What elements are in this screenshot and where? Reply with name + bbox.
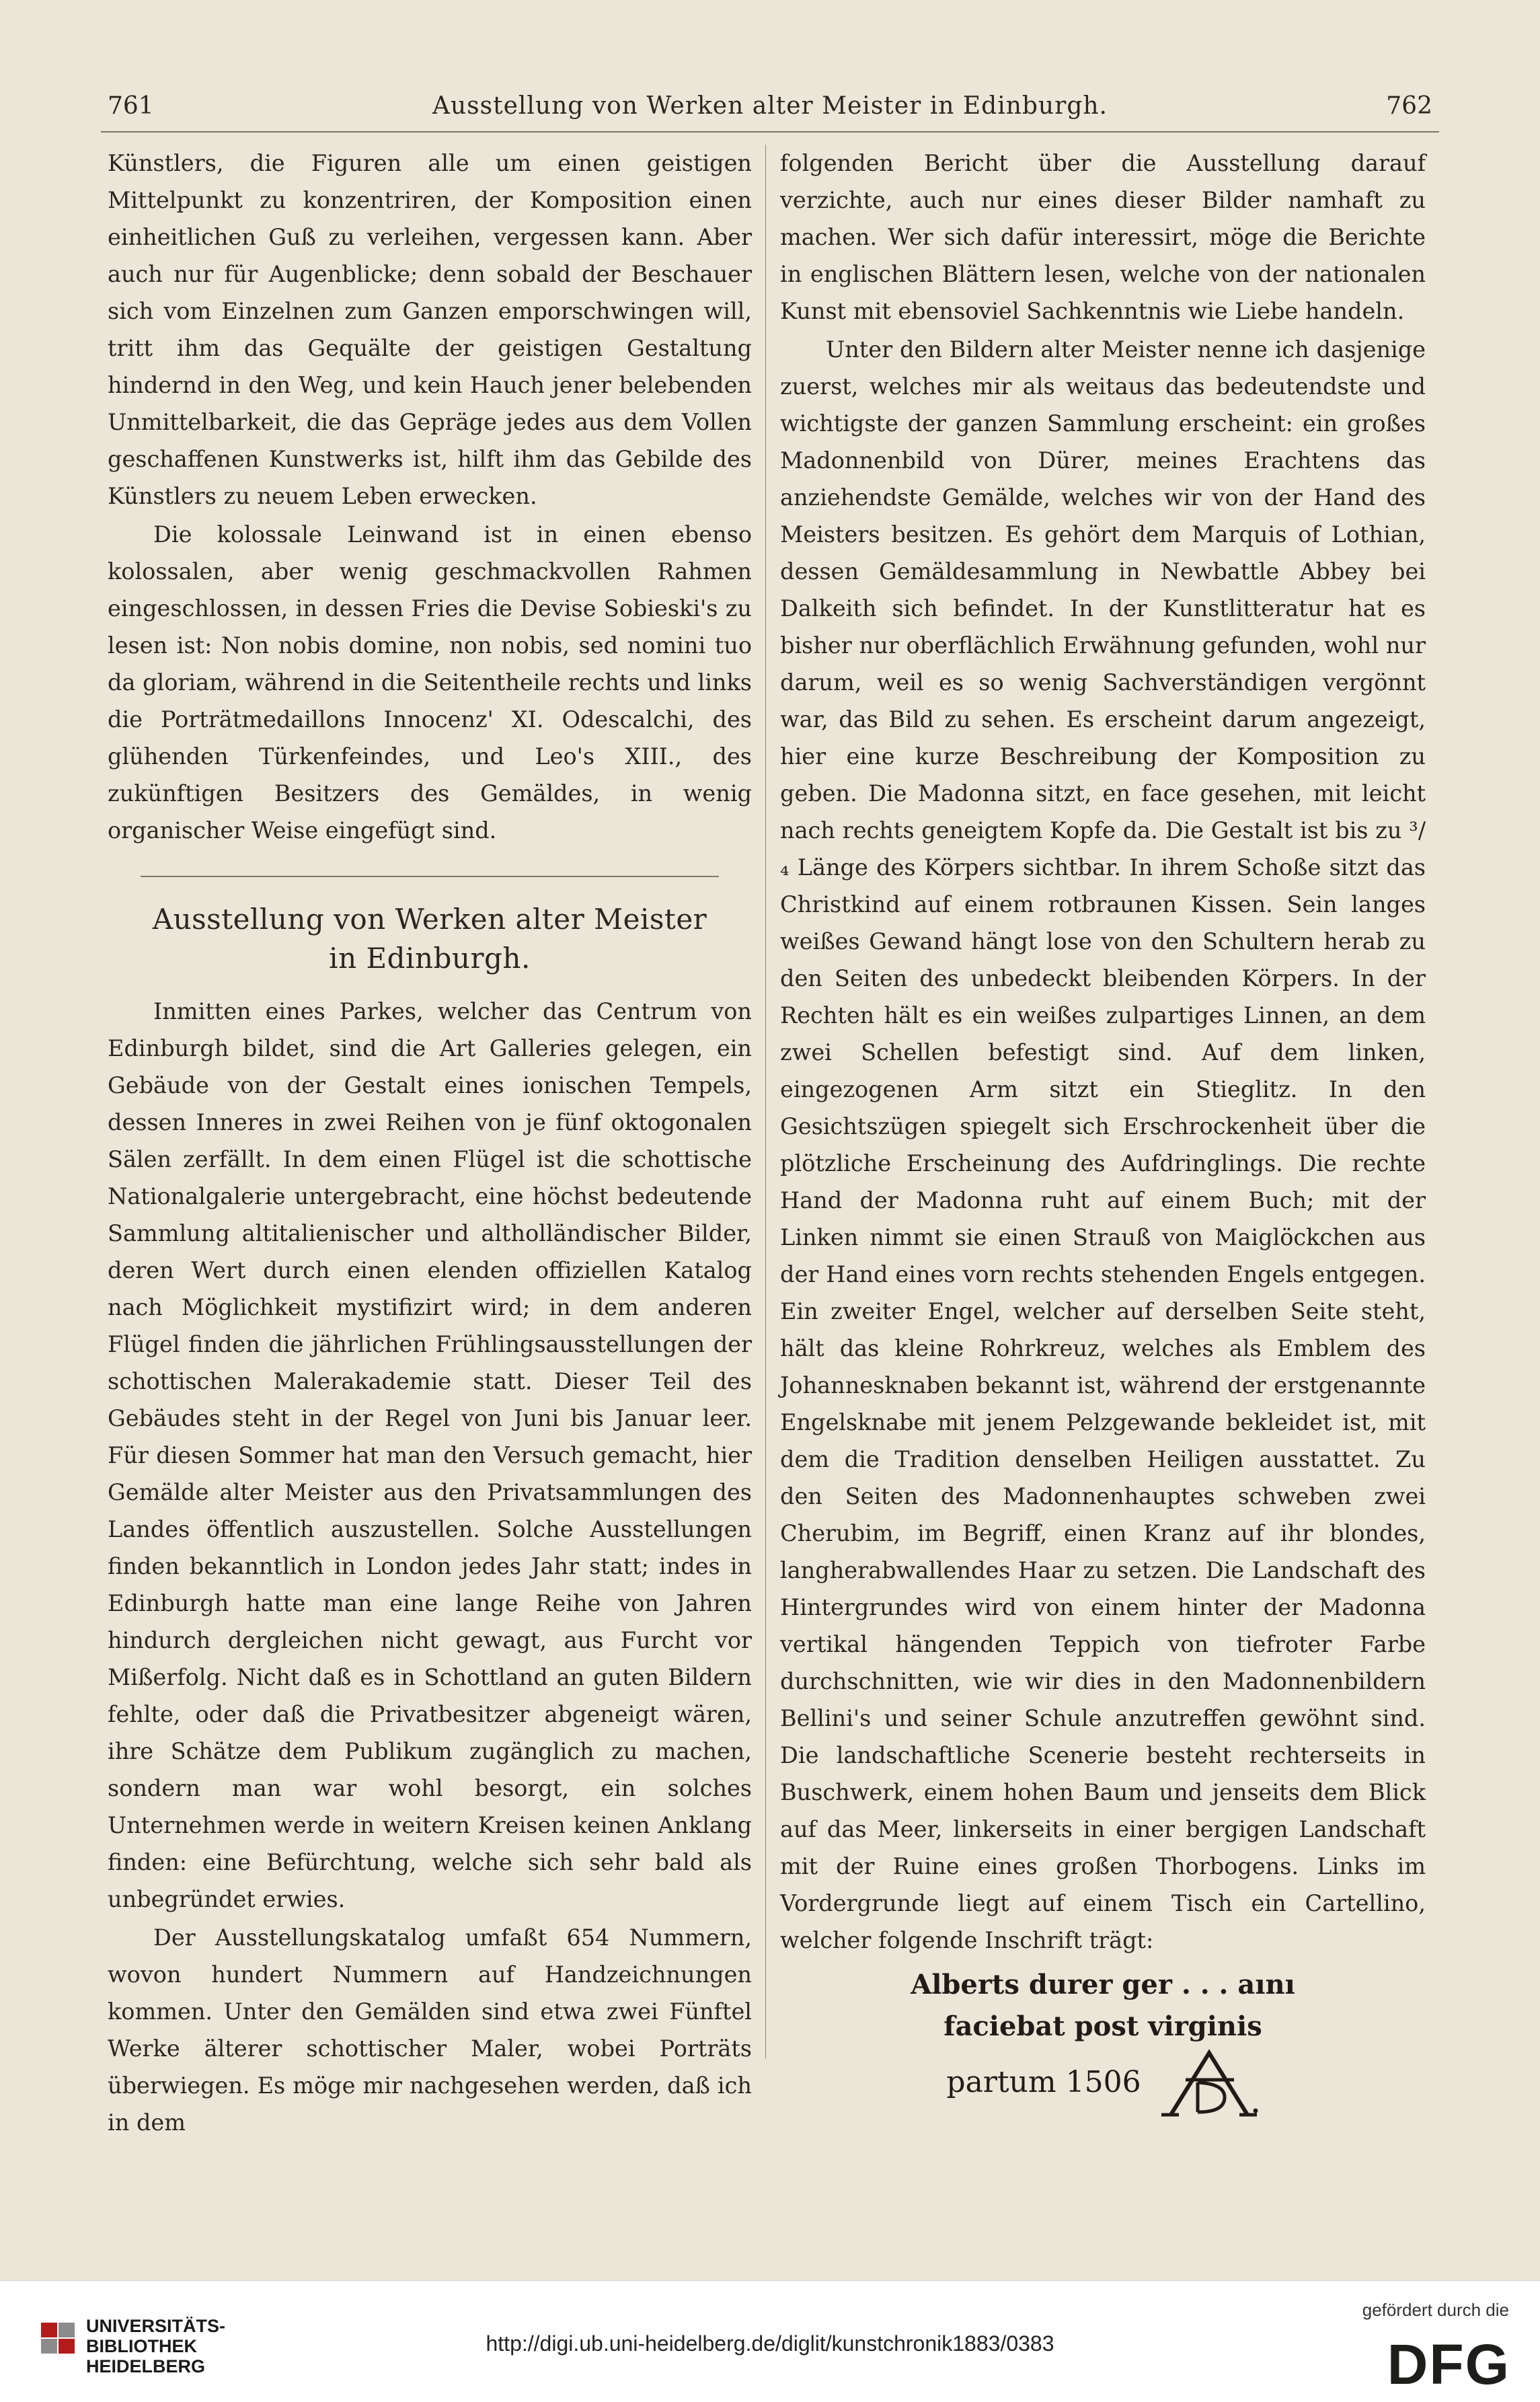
paragraph: Unter den Bildern alter Meister nenne ich dasjenige zuerst, welches mir als weitaus das bedeutendste und wichtigste der ganzen Sammlung erscheint: ein großes Madonnenbild von Dürer, meines Erachtens das anziehendste Gemälde, welches wir von der Hand des Meisters besitzen. Es gehört dem Marquis of Lothian, dessen Gemäldesammlung in Newbattle Abbey bei Dalkeith sich befindet. In der Kunstlitteratur hat es bisher nur oberflächlich Erwähnung gefunden, wohl nur darum, weil es so wenig Sachverständigen vergönnt war, das Bild zu sehen. Es erscheint darum angezeigt, hier eine kurze Beschreibung der Komposition zu geben. Die Madonna sitzt, en face gesehen, mit leicht nach rechts geneigtem Kopfe da. Die Gestalt ist bis zu ³/₄ Länge des Körpers sichtbar. In ihrem Schoße sitzt das Christkind auf einem rotbraunen Kissen. Sein langes weißes Gewand hängt lose von den Schultern herab zu den Seiten des unbedeckt bleibenden Körpers. In der Rechten hält es ein weißes zulpartiges Linnen, an dem zwei Schellen befestigt sind. Auf dem linken, eingezogenen Arm sitzt ein Stieglitz. In den Gesichtszügen spiegelt sich Erschrockenheit über die plötzliche Erscheinung des Aufdringlings. Die rechte Hand der Madonna ruht auf einem Buch; mit der Linken nimmt sie einen Strauß von Maiglöckchen aus der Hand eines vorn rechts stehenden Engels entgegen. Ein zweiter Engel, welcher auf derselben Seite steht, hält das kleine Rohrkreuz, welches als Emblem des Johannesknaben bekannt ist, während der erstgenannte Engelsknabe mit jenem Pelzgewande bekleidet ist, mit dem die Tradition denselben Heiligen ausstattet. Zu den Seiten des Madonnenhauptes schweben zwei Cherubim, im Begriff, einen Kranz auf ihr blondes, langherabwallendes Haar zu setzen. Die Landschaft des Hintergrundes wird von einem hinter der Madonna vertikal hängenden Teppich von tiefroter Farbe durchschnitten, wie wir dies in den Madonnenbildern Bellini's und seiner Schule anzutreffen gewöhnt sind. Die landschaftliche Scenerie besteht rechterseits in Buschwerk, einem hohen Baum und jenseits dem Blick auf das Meer, linkerseits in einer bergigen Landschaft mit der Ruine eines großen Thorbogens. Links im Vordergrunde liegt auf einem Tisch ein Cartellino, welcher folgende Inschrift trägt: xyxy=(780,336,1426,1953)
inscription xyxy=(780,1964,1426,2117)
page-number-left: 761 xyxy=(108,92,154,120)
right-column xyxy=(780,145,1426,2117)
paragraph: Künstlers, die Figuren alle um einen geistigen Mittelpunkt zu konzentriren, der Komposition einen einheitlichen Guß zu verleihen, vergessen kann. Aber auch nur für Augenblicke; denn sobald der Beschauer sich vom Einzelnen zum Ganzen emporschwingen will, tritt ihm das Gequälte der geistigen Gestaltung hindernd in den Weg, und kein Hauch jener belebenden Unmittelbarkeit, die das Gepräge jedes aus dem Vollen geschaffenen Kunstwerks ist, hilft ihm das Gebilde des Künstlers zu neuem Leben erwecken. xyxy=(108,150,752,509)
library-name-line: HEIDELBERG xyxy=(86,2356,206,2376)
durer-monogram-icon xyxy=(1159,2048,1260,2117)
paragraph: Die kolossale Leinwand ist in einen ebenso kolossalen, aber wenig geschmackvollen Rahmen eingeschlossen, in dessen Fries die Devise Sobieski's zu lesen ist: Non nobis domine, non nobis, sed nomini tuo da gloriam, während in die Seitentheile rechts und links die Porträtmedaillons Innocenz' XI. Odescalchi, des glühenden Türkenfeindes, und Leo's XIII., des zukünftigen Besitzers des Gemäldes, in wenig organischer Weise eingefügt sind. xyxy=(108,521,752,843)
running-header xyxy=(101,84,1439,133)
library-name-line: UNIVERSITÄTS- xyxy=(86,2316,226,2336)
paragraph: Inmitten eines Parkes, welcher das Centrum von Edinburgh bildet, sind die Art Galleries gelegen, ein Gebäude von der Gestalt eines ionischen Tempels, dessen Inneres in zwei Reihen von je fünf oktogonalen Sälen zerfällt. In dem einen Flügel ist die schottische Nationalgalerie untergebracht, eine höchst bedeutende Sammlung altitalienischer und altholländischer Bilder, deren Wert durch einen elenden offiziellen Katalog nach Möglichkeit mystifizirt wird; in dem anderen Flügel finden die jährlichen Frühlingsausstellungen der schottischen Malerakademie statt. Dieser Teil des Gebäudes steht in der Regel von Juni bis Januar leer. Für diesen Sommer hat man den Versuch gemacht, hier Gemälde alter Meister aus den Privatsammlungen des Landes öffentlich auszustellen. Solche Ausstellungen finden bekanntlich in London jedes Jahr statt; indes in Edinburgh hatte man eine lange Reihe von Jahren hindurch dergleichen nicht gewagt, aus Furcht vor Mißerfolg. Nicht daß es in Schottland an guten Bildern fehlte, oder daß die Privatbesitzer abgeneigt wären, ihre Schätze dem Publikum zugänglich zu machen, sondern man war wohl besorgt, ein solches Unternehmen werde in weitern Kreisen keinen Anklang finden: eine Befürchtung, welche sich sehr bald als unbegründet erwies. xyxy=(108,998,752,1912)
source-url-link[interactable]: http://digi.ub.uni-heidelberg.de/diglit/kunstchronik1883/0383 xyxy=(486,2331,1054,2356)
paragraph: Der Ausstellungskatalog umfaßt 654 Nummern, wovon hundert Nummern auf Handzeichnungen kommen. Unter den Gemälden sind etwa zwei Fünftel Werke älterer schottischer Maler, wobei Porträts überwiegen. Es möge mir nachgesehen werden, daß ich in dem xyxy=(108,1924,752,2136)
page-number-right: 762 xyxy=(1386,92,1432,120)
section-title xyxy=(108,900,752,978)
running-title: Ausstellung von Werken alter Meister in Edinburgh. xyxy=(432,92,1108,120)
section-divider xyxy=(141,876,719,877)
column-divider xyxy=(765,145,766,2058)
inscription-line: partum 1506 xyxy=(946,2065,1141,2099)
library-name-line: BIBLIOTHEK xyxy=(86,2336,197,2356)
section-title-line: in Edinburgh. xyxy=(329,942,531,975)
inscription-line-with-monogram xyxy=(780,2048,1426,2117)
dfg-logo: DFG xyxy=(1387,2333,1510,2396)
footer-bar xyxy=(0,2280,1540,2402)
inscription-line: Alberts durer ger . . . aını xyxy=(911,1969,1295,2000)
paragraph: folgenden Bericht über die Ausstellung darauf verzichte, auch nur eines dieser Bilder namhaft zu machen. Wer sich dafür interessirt, möge die Berichte in englischen Blättern lesen, welche von der nationalen Kunst mit ebensoviel Sachkenntnis wie Liebe handeln. xyxy=(780,150,1426,324)
inscription-line: faciebat post virginis xyxy=(944,2011,1262,2042)
section-title-line: Ausstellung von Werken alter Meister xyxy=(152,903,707,936)
sponsor-text: gefördert durch die xyxy=(1362,2300,1509,2320)
left-column xyxy=(108,145,752,2141)
